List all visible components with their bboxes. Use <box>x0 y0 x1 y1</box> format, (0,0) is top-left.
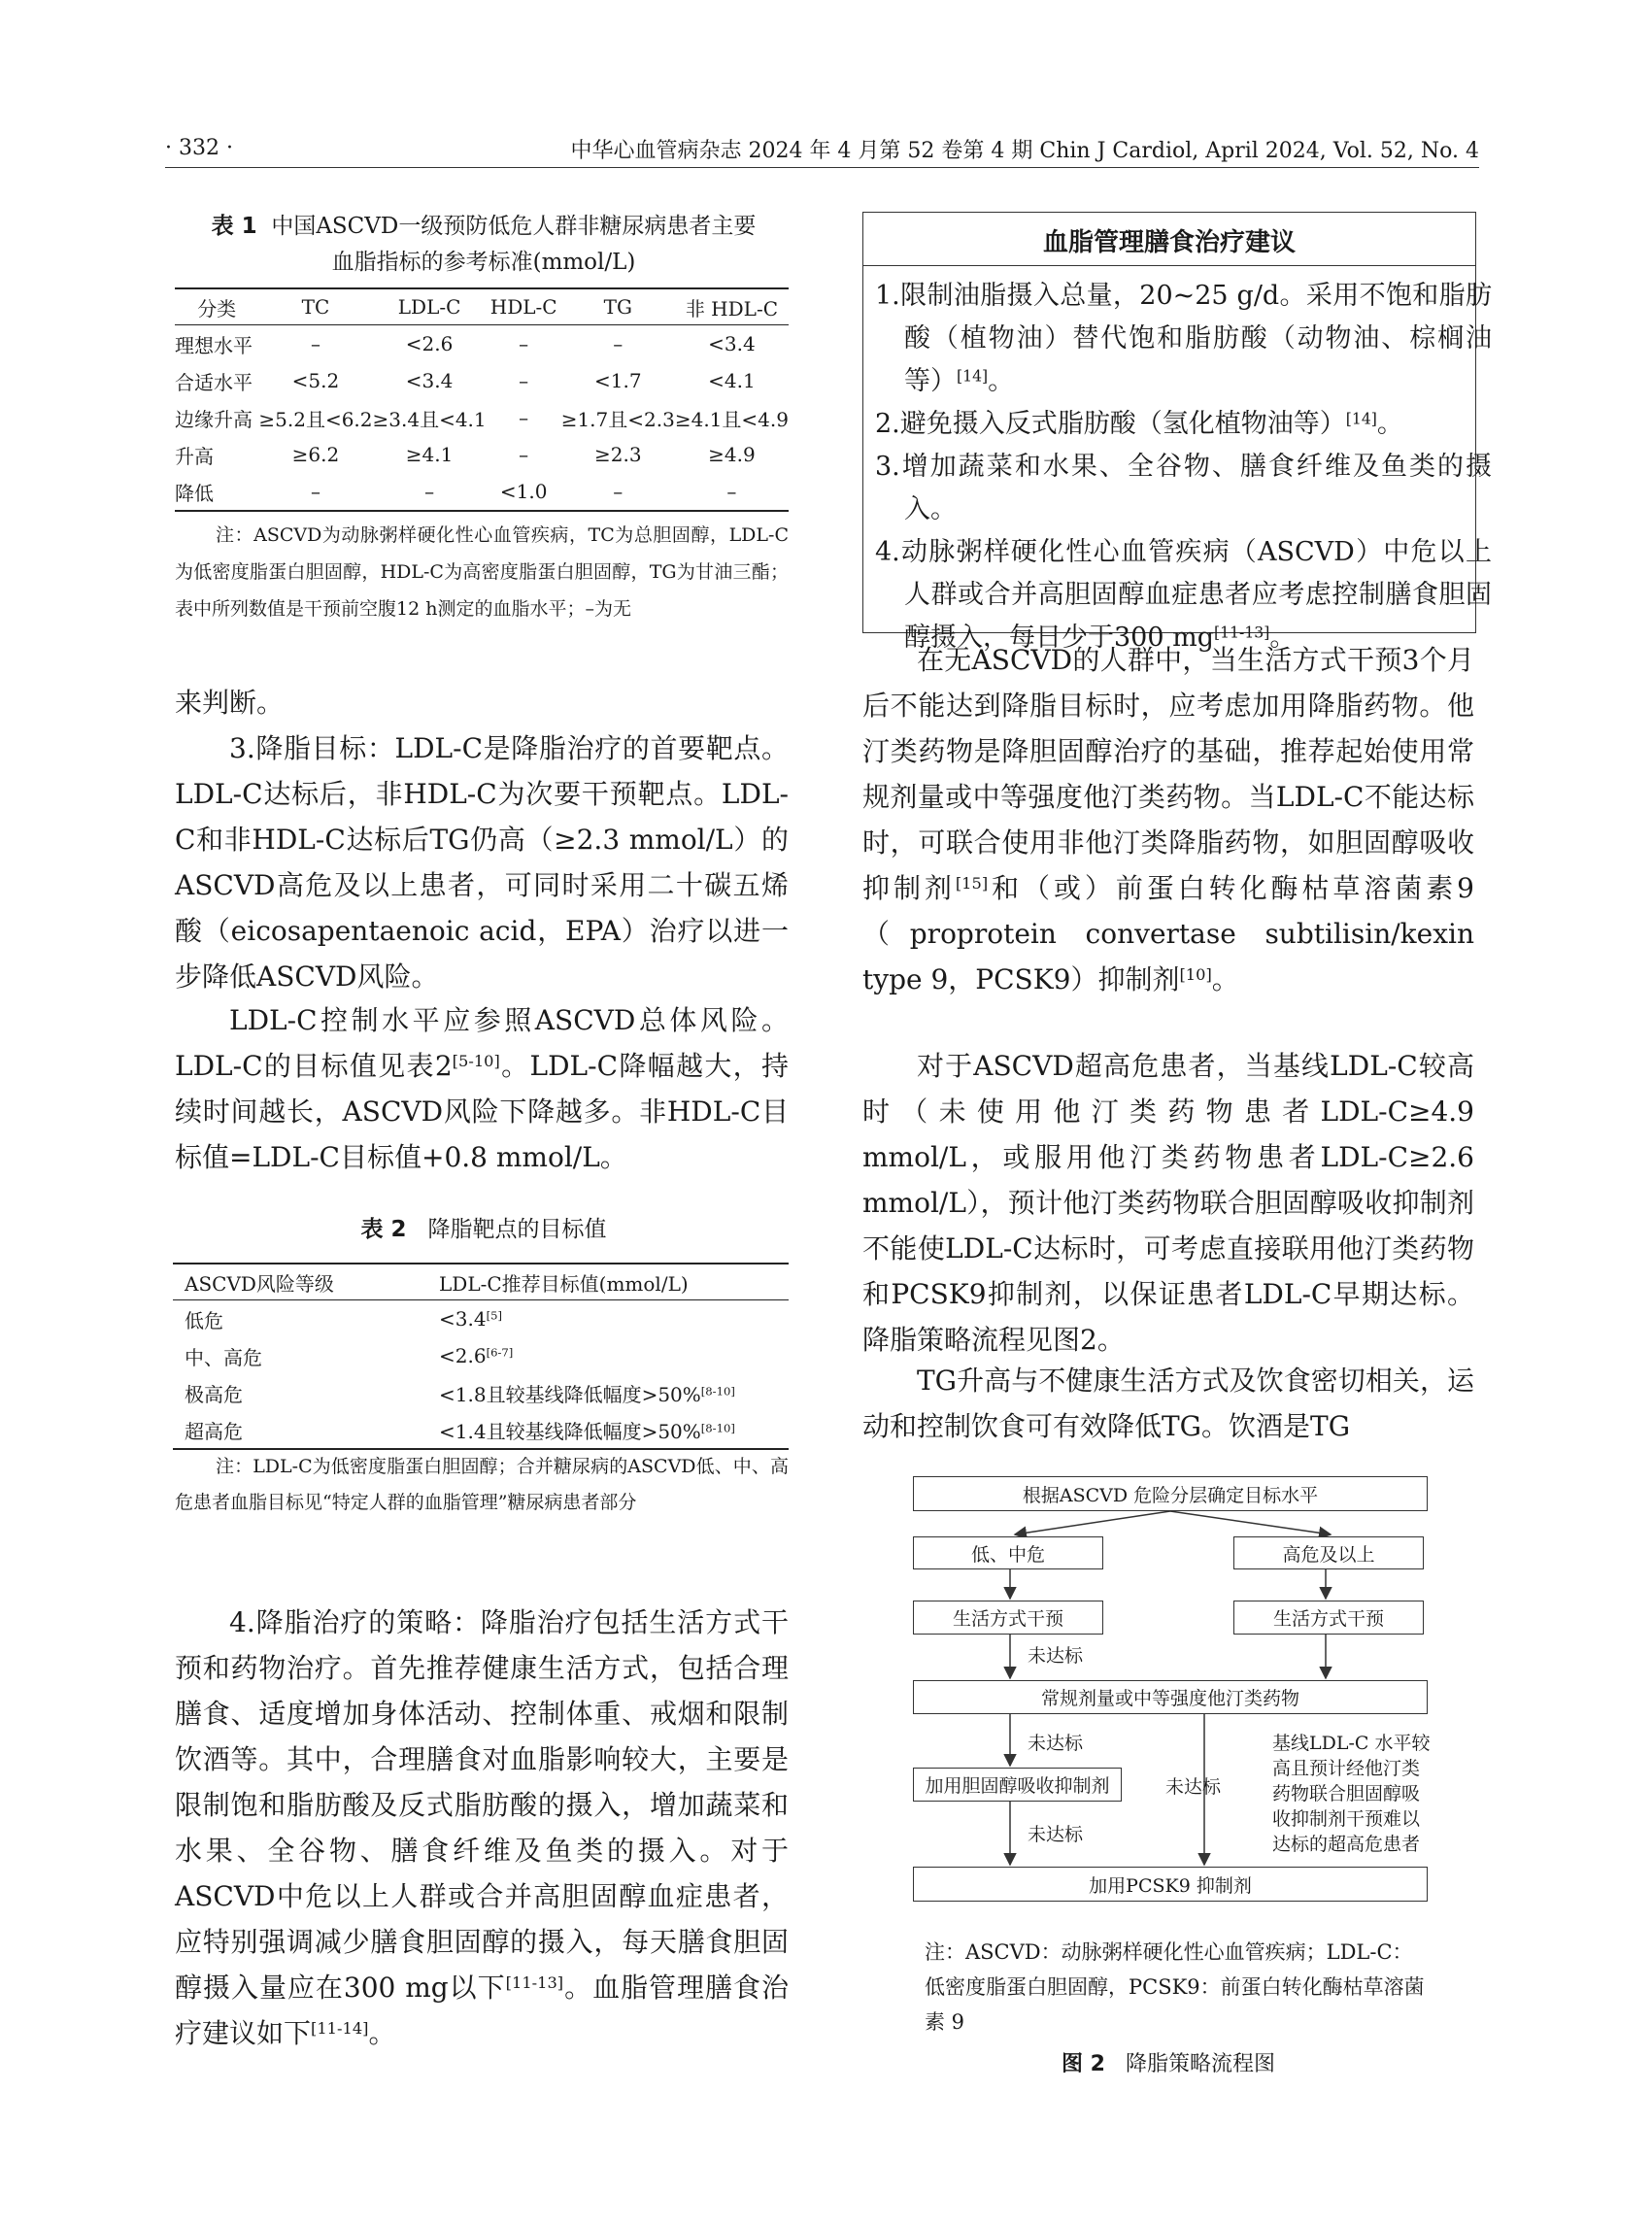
flow-label-not-met: 未达标 <box>1165 1776 1222 1798</box>
paragraph-text: 4.降脂治疗的策略：降脂治疗包括生活方式干预和药物治疗。首先推荐健康生活方式，包括合理膳食、适度增加身体活动、控制体重、戒烟和限制饮酒等。其中，合理膳食对血脂影响较大，主要是限制饱和脂肪酸及反式脂肪酸的摄入，增加蔬菜和水果、全谷物、膳食纤维及鱼类的摄入。对于ASCVD中危以上人群或合并高胆固醇血症患者，应特别强调减少膳食胆固醇的摄入，每天膳食胆固醇摄入量应在300 mg以下 <box>175 1606 789 2004</box>
table1-header: 分类 <box>175 288 258 325</box>
table1-cell: <3.4 <box>405 369 454 392</box>
paragraph-text: 。LDL-C降幅越大，持续时间越长，ASCVD风险下降越多。非HDL-C目标值=LDL-C目标值+0.8 mmol/L。 <box>175 1050 789 1173</box>
table1-cell: <5.2 <box>291 369 340 392</box>
cell-value: <2.6 <box>439 1344 487 1367</box>
figure-label: 图 2 <box>1062 2052 1105 2076</box>
table1-cell: ≥3.4且<4.1 <box>372 407 487 431</box>
table2-label: 表 2 <box>360 1217 407 1242</box>
box-rule <box>863 265 1475 266</box>
figure-note: 注：ASCVD：动脉粥样硬化性心血管疾病；LDL-C：低密度脂蛋白胆固醇，PCSK9：前蛋白转化酶枯草溶菌素 9 <box>925 1940 1425 2034</box>
box-item-text: 。 <box>988 366 1015 396</box>
box-item-text: 1.限制油脂摄入总量，20~25 g/d。采用不饱和脂肪酸（植物油）替代饱和脂肪酸（动物油、棕榈油等） <box>875 281 1492 396</box>
table2-cell: 中、高危 <box>185 1345 262 1369</box>
flow-lifestyle-left-box: 生活方式干预 <box>913 1601 1103 1635</box>
citation: [6-7] <box>486 1345 514 1360</box>
table1-cell: – <box>675 473 789 511</box>
flow-top-box: 根据ASCVD 危险分层确定目标水平 <box>913 1476 1428 1511</box>
table2-header: ASCVD风险等级 <box>173 1264 427 1300</box>
table1-cell: – <box>519 406 529 429</box>
table2 <box>173 1263 789 1450</box>
table1-header: LDL-C <box>373 288 487 325</box>
cell-value: <1.4且较基线降低幅度>50% <box>439 1419 701 1443</box>
table1-cell: <2.6 <box>405 332 454 355</box>
flow-ezetimibe-box: 加用胆固醇吸收抑制剂 <box>913 1768 1122 1802</box>
citation: [11-13] <box>505 1973 564 1993</box>
flow-lifestyle-right-box: 生活方式干预 <box>1233 1601 1424 1635</box>
cell-value: <1.8且较基线降低幅度>50% <box>439 1382 701 1406</box>
paragraph-text: 和（或）前蛋白转化酶枯草溶菌素9（proprotein convertase subtilisin/kexin type 9，PCSK9）抑制剂 <box>862 872 1474 995</box>
table1-cell: – <box>310 332 320 355</box>
flow-very-high-note: 基线LDL-C 水平较高且预计经他汀类药物联合胆固醇吸收抑制剂干预难以达标的超高危患者 <box>1272 1733 1431 1855</box>
table1-cell: 合适水平 <box>175 370 253 394</box>
journal-header: 中华心血管病杂志 2024 年 4 月第 52 卷第 4 期 Chin J Cardiol, April 2024, Vol. 52, No. 4 <box>570 139 1479 163</box>
diet-recommendation-box <box>862 212 1492 653</box>
citation: [8-10] <box>700 1421 735 1435</box>
table1-cell: – <box>613 332 624 355</box>
arrow <box>1015 1511 1170 1534</box>
table1-cell: ≥1.7且<2.3 <box>560 407 675 431</box>
table-row <box>173 1374 789 1411</box>
table1-cell: 理想水平 <box>175 333 253 357</box>
box-title: 血脂管理膳食治疗建议 <box>1042 228 1296 257</box>
table1-cell: – <box>561 473 675 511</box>
box-item-text: 。 <box>1269 623 1297 653</box>
citation: [11-13] <box>1214 623 1270 642</box>
table2-cell: 极高危 <box>185 1382 243 1406</box>
table2-cell <box>427 1374 789 1411</box>
table1-header: TC <box>258 288 372 325</box>
table1-cell: <1.7 <box>593 369 642 392</box>
table1-cell: – <box>373 473 487 511</box>
table1-label: 表 1 <box>211 214 257 239</box>
table1-caption <box>173 209 794 281</box>
table1-cell: ≥6.2 <box>291 443 340 466</box>
box-item-text: 2.避免摄入反式脂肪酸（氢化植物油等） <box>875 409 1346 439</box>
table1-cell: ≥4.9 <box>708 443 756 466</box>
paragraph-strategy <box>175 1600 789 2056</box>
table2-cell <box>427 1337 789 1374</box>
table1-header: 非 HDL-C <box>675 288 789 325</box>
header-rule <box>165 167 1479 168</box>
citation: [8-10] <box>700 1384 735 1399</box>
page-number: · 332 · <box>165 136 233 160</box>
flow-low-mid-box: 低、中危 <box>913 1536 1103 1569</box>
paragraph-text: LDL-C控制水平应参照ASCVD总体风险。LDL-C的目标值见表2 <box>175 1004 789 1082</box>
citation: [5-10] <box>452 1052 500 1071</box>
citation: [14] <box>1345 409 1377 428</box>
table1-cell: ≥4.1且<4.9 <box>674 407 789 431</box>
table1-cell: – <box>519 369 529 392</box>
paragraph-tg: TG升高与不健康生活方式及饮食密切相关，运动和控制饮食可有效降低TG。饮酒是TG <box>862 1365 1474 1442</box>
flow-label-not-met: 未达标 <box>1028 1645 1084 1667</box>
flow-label-not-met: 未达标 <box>1028 1733 1084 1754</box>
citation: [14] <box>957 366 989 386</box>
box-item-3: 3.增加蔬菜和水果、全谷物、膳食纤维及鱼类的摄入。 <box>875 452 1492 524</box>
table-row <box>175 399 789 436</box>
table1-cell: <1.0 <box>487 473 561 511</box>
paragraph-text: 。血脂管理膳食治疗建议如下 <box>175 1972 789 2049</box>
table-row <box>173 1300 789 1338</box>
table1-cell: – <box>258 473 372 511</box>
figure-caption <box>862 2047 1474 2077</box>
paragraph-drug-therapy <box>862 637 1474 1002</box>
table1-cell: 升高 <box>175 444 214 468</box>
table2-cell: 低危 <box>185 1308 223 1332</box>
table1-note: 注：ASCVD为动脉粥样硬化性心血管疾病，TC为总胆固醇，LDL-C为低密度脂蛋白胆固醇，HDL-C为高密度脂蛋白胆固醇，TG为甘油三酯；表中所列数值是干预前空腹12 h测定的血脂水平；–为无 <box>175 524 789 620</box>
table-row <box>175 325 789 363</box>
figure-title: 降脂策略流程图 <box>1125 2052 1275 2076</box>
paragraph-text: 。 <box>368 2017 396 2049</box>
table-row <box>173 1411 789 1449</box>
table1 <box>175 287 789 512</box>
table1-header: HDL-C <box>487 288 561 325</box>
citation: [11-14] <box>311 2019 369 2039</box>
box-item-2 <box>875 403 1492 446</box>
table1-cell: <4.1 <box>708 369 756 392</box>
table1-cell: <3.4 <box>708 332 756 355</box>
table1-cell: ≥5.2且<6.2 <box>258 407 373 431</box>
table1-header: TG <box>561 288 675 325</box>
table2-caption <box>173 1211 794 1243</box>
table2-cell <box>427 1411 789 1449</box>
table-row <box>175 436 789 473</box>
table1-cell: – <box>519 443 529 466</box>
box-item-text: 4.动脉粥样硬化性心血管疾病（ASCVD）中危以上人群或合并高胆固醇血症患者应考虑控制膳食胆固醇摄入，每日少于300 mg <box>875 537 1492 653</box>
paragraph-lipid-target: 3.降脂目标：LDL-C是降脂治疗的首要靶点。LDL-C达标后，非HDL-C为次要干预靶点。LDL-C和非HDL-C达标后TG仍高（≥2.3 mmol/L）的ASCVD高危及以上患者，可同时采用二十碳五烯酸（eicosapentaenoic acid，EPA）治疗以进一步降低ASCVD风险。 <box>175 732 789 993</box>
table1-cell: 降低 <box>175 473 258 511</box>
citation: [10] <box>1179 965 1212 985</box>
box-item-text: 。 <box>1376 409 1403 439</box>
paragraph-continuation: 来判断。 <box>175 687 285 719</box>
paragraph-text: 在无ASCVD的人群中，当生活方式干预3个月后不能达到降脂目标时，应考虑加用降脂药物。他汀类药物是降胆固醇治疗的基础，推荐起始使用常规剂量或中等强度他汀类药物。当LDL-C不能达标时，可联合使用非他汀类降脂药物，如胆固醇吸收抑制剂 <box>862 644 1474 904</box>
table2-header: LDL-C推荐目标值(mmol/L) <box>427 1264 789 1300</box>
table-row <box>173 1337 789 1374</box>
paragraph-ldl-control <box>175 997 789 1180</box>
table-row <box>175 473 789 511</box>
flowchart <box>913 1457 1437 1933</box>
flow-pcsk9-box: 加用PCSK9 抑制剂 <box>913 1867 1428 1902</box>
box-item-1 <box>875 275 1492 403</box>
table2-header-row <box>173 1264 789 1300</box>
table1-cell: ≥4.1 <box>405 443 454 466</box>
table1-cell: 边缘升高 <box>175 407 253 431</box>
table2-cell: 超高危 <box>173 1411 427 1449</box>
table1-title-line1: 中国ASCVD一级预防低危人群非糖尿病患者主要 <box>271 214 757 239</box>
table1-cell: ≥2.3 <box>593 443 642 466</box>
table-row <box>175 362 789 399</box>
flow-statin-box: 常规剂量或中等强度他汀类药物 <box>913 1680 1428 1714</box>
cell-value: <3.4 <box>439 1307 487 1331</box>
citation: [5] <box>486 1308 503 1323</box>
table2-note: 注：LDL-C为低密度脂蛋白胆固醇；合并糖尿病的ASCVD低、中、高危患者血脂目标见“特定人群的血脂管理”糖尿病患者部分 <box>175 1456 789 1513</box>
citation: [15] <box>955 874 989 893</box>
table1-cell: – <box>519 332 529 355</box>
paragraph-text: 。 <box>1211 963 1239 995</box>
table1-title-line2: 血脂指标的参考标准(mmol/L) <box>331 250 636 275</box>
flow-label-not-met: 未达标 <box>1028 1824 1084 1845</box>
table2-title: 降脂靶点的目标值 <box>427 1217 607 1242</box>
table2-cell <box>427 1300 789 1338</box>
table1-header-row <box>175 288 789 325</box>
arrow <box>1170 1511 1331 1534</box>
paragraph-very-high-risk: 对于ASCVD超高危患者，当基线LDL-C较高时（未使用他汀类药物患者LDL-C≥4.9 mmol/L，或服用他汀类药物患者LDL-C≥2.6 mmol/L），预计他汀类药物联合胆固醇吸收抑制剂不能使LDL-C达标时，可考虑直接联用他汀类药物和PCSK9抑制剂，以保证患者LDL-C早期达标。降脂策略流程见图2。 <box>862 1050 1474 1356</box>
flow-high-box: 高危及以上 <box>1233 1536 1424 1569</box>
